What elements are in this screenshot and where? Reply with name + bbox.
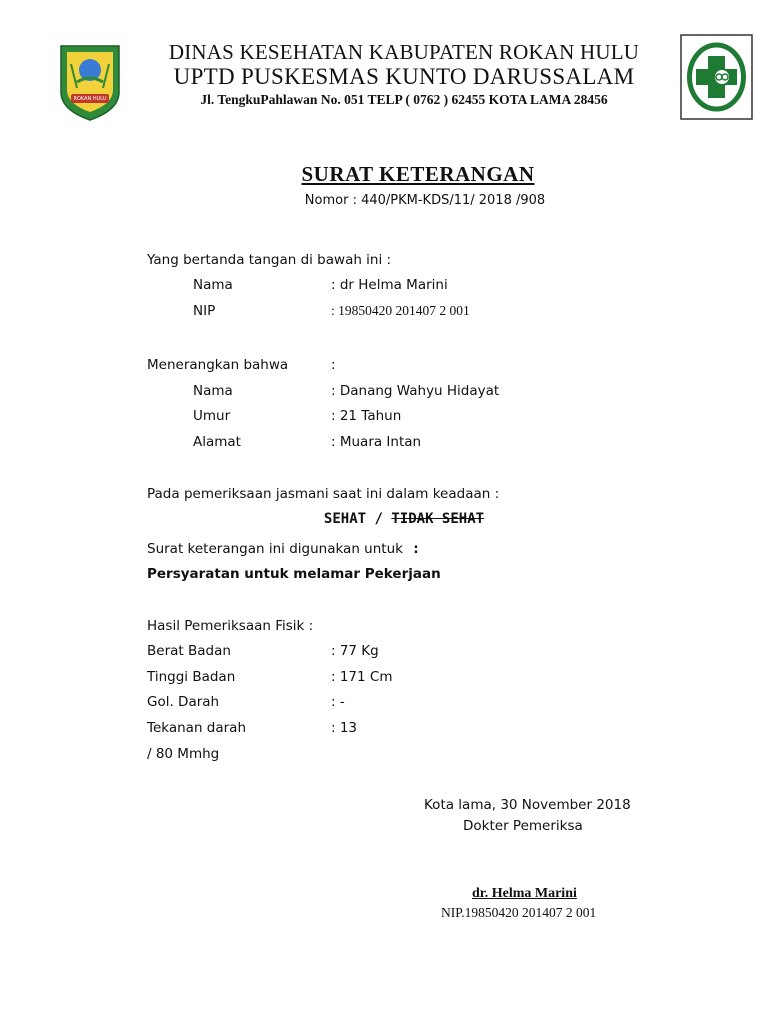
physical-heading: Hasil Pemeriksaan Fisik : [147, 618, 314, 634]
doctor-name: dr. Helma Marini [472, 886, 577, 901]
purpose-intro [147, 541, 419, 557]
purpose-intro-colon: : [413, 541, 419, 557]
blood-type-label: Gol. Darah [147, 694, 220, 710]
height-value: : 171 Cm [331, 669, 393, 685]
purpose-intro-text: Surat keterangan ini digunakan untuk [147, 541, 403, 557]
document-title: SURAT KETERANGAN [301, 162, 535, 186]
signer-name-value: : dr Helma Marini [331, 277, 448, 293]
subject-name-value: : Danang Wahyu Hidayat [331, 383, 500, 399]
doctor-nip: NIP.19850420 201407 2 001 [441, 905, 597, 920]
place-date: Kota lama, 30 November 2018 [424, 797, 631, 813]
subject-address-label: Alamat [193, 434, 241, 450]
weight-value: : 77 Kg [331, 643, 379, 659]
signer-name-label: Nama [193, 277, 233, 293]
rokan-hulu-emblem [57, 44, 123, 122]
examiner-role: Dokter Pemeriksa [463, 818, 583, 834]
subject-age-label: Umur [193, 408, 231, 424]
status-not-healthy: TIDAK SEHAT [391, 511, 485, 527]
subject-address-value: : Muara Intan [331, 434, 422, 450]
health-status [0, 511, 768, 527]
blood-pressure-value: : 13 [331, 720, 358, 736]
height-label: Tinggi Badan [147, 669, 236, 685]
signer-intro: Yang bertanda tangan di bawah ini : [147, 252, 392, 268]
exam-intro: Pada pemeriksaan jasmani saat ini dalam keadaan : [147, 486, 500, 502]
purpose-text: Persyaratan untuk melamar Pekerjaan [147, 566, 441, 582]
puskesmas-logo [680, 34, 753, 120]
blood-pressure-continuation: / 80 Mmhg [147, 746, 220, 762]
emblem-label: ROKAN HULU [73, 96, 107, 102]
header-address: Jl. TengkuPahlawan No. 051 TELP ( 0762 ) 62455 KOTA LAMA 28456 [200, 92, 608, 107]
weight-label: Berat Badan [147, 643, 231, 659]
header-puskesmas: UPTD PUSKESMAS KUNTO DARUSSALAM [173, 64, 635, 89]
document-number: Nomor : 440/PKM-KDS/11/ 2018 /908 [304, 193, 546, 208]
subject-name-label: Nama [193, 383, 233, 399]
signer-nip-value: : 19850420 201407 2 001 [331, 303, 470, 318]
subject-intro: Menerangkan bahwa [147, 357, 289, 373]
header-agency: DINAS KESEHATAN KABUPATEN ROKAN HULU [168, 40, 640, 64]
subject-age-value: : 21 Tahun [331, 408, 402, 424]
signer-nip-label: NIP [193, 303, 216, 319]
status-healthy: SEHAT / [323, 511, 383, 527]
blood-pressure-label: Tekanan darah [147, 720, 247, 736]
subject-intro-colon: : [331, 357, 336, 373]
blood-type-value: : - [331, 694, 345, 710]
